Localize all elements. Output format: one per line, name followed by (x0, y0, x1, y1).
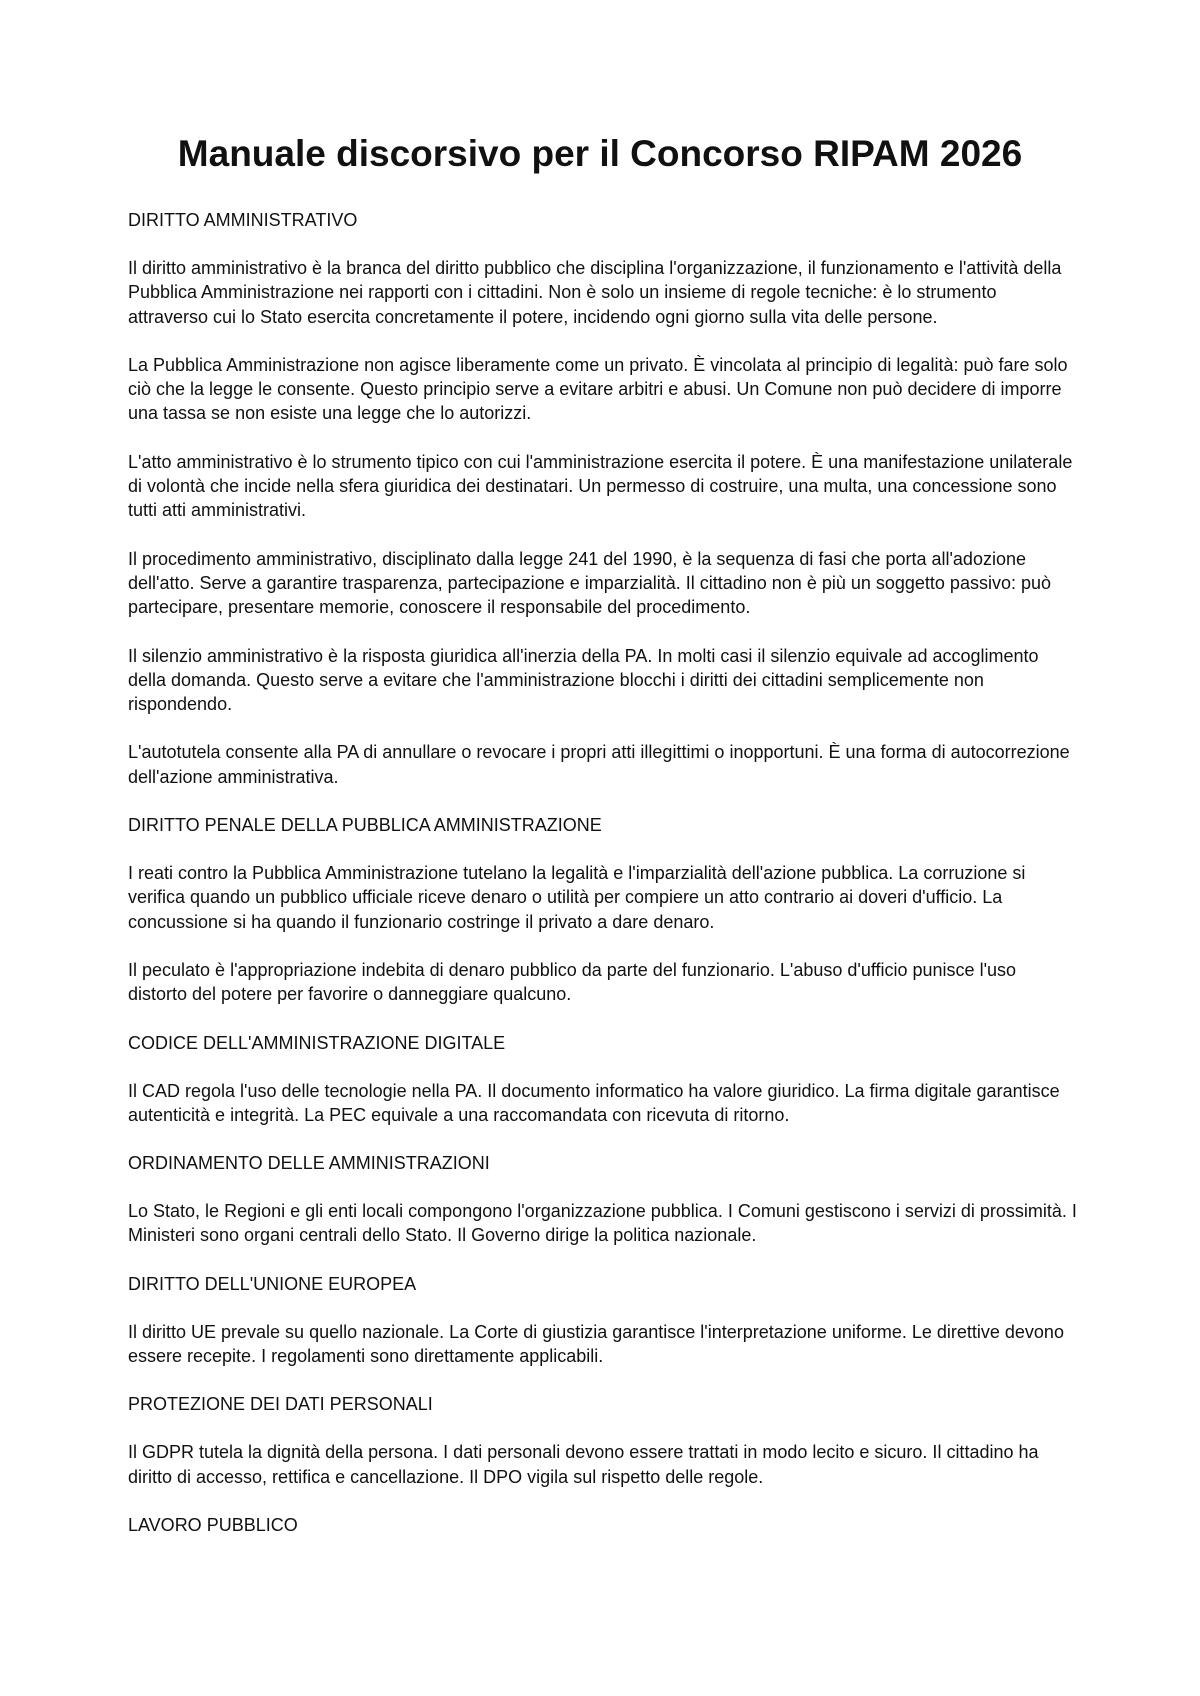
section-diritto-ue (128, 1272, 1078, 1369)
paragraph: L'atto amministrativo è lo strumento tipico con cui l'amministrazione esercita il potere. È una manifestazione unilaterale di volontà che incide nella sfera giuridica dei destinatari. Un permesso di costruire, una multa, una concessione sono tutti atti amministrativi. (128, 451, 1073, 521)
paragraph: Il diritto amministrativo è la branca del diritto pubblico che disciplina l'organizzazione, il funzionamento e l'attività della Pubblica Amministrazione nei rapporti con i cittadini. Non è solo un insieme di regole tecniche: è lo strumento attraverso cui lo Stato esercita concretamente il potere, incidendo ogni giorno sulla vita delle persone. (128, 258, 1062, 327)
paragraph: La Pubblica Amministrazione non agisce liberamente come un privato. È vincolata al principio di legalità: può fare solo ciò che la legge le consente. Questo principio serve a evitare arbitri e abusi. Un Comune non può decidere di imporre una tassa se non esiste una legge che lo autorizzi. (128, 354, 1068, 424)
section-heading: PROTEZIONE DEI DATI PERSONALI (128, 1394, 433, 1415)
section-codice-amministrazione-digitale (128, 1031, 1078, 1128)
document-title: Manuale discorsivo per il Concorso RIPAM 2026 (177, 133, 1023, 174)
section-heading: ORDINAMENTO DELLE AMMINISTRAZIONI (128, 1153, 490, 1174)
section-diritto-penale-pa (128, 813, 1078, 1006)
section-diritto-amministrativo (128, 208, 1078, 789)
section-heading: LAVORO PUBBLICO (128, 1514, 298, 1535)
section-ordinamento-amministrazioni (128, 1151, 1078, 1248)
paragraph: I reati contro la Pubblica Amministrazione tutelano la legalità e l'imparzialità dell'azione pubblica. La corruzione si verifica quando un pubblico ufficiale riceve denaro o utilità per compiere un atto contrario ai doveri d'ufficio. La concussione si ha quando il funzionario costringe il privato a dare denaro. (128, 863, 1026, 932)
document-body (128, 208, 1078, 1561)
section-heading: DIRITTO DELL'UNIONE EUROPEA (128, 1273, 417, 1294)
paragraph: Il silenzio amministrativo è la risposta giuridica all'inerzia della PA. In molti casi il silenzio equivale ad accoglimento della domanda. Questo serve a evitare che l'amministrazione blocchi i diritti dei cittadini semplicemente non rispondendo. (128, 645, 1039, 715)
paragraph: Il CAD regola l'uso delle tecnologie nella PA. Il documento informatico ha valore giuridico. La firma digitale garantisce autenticità e integrità. La PEC equivale a una raccomandata con ricevuta di ritorno. (128, 1080, 1060, 1125)
paragraph: Il peculato è l'appropriazione indebita di denaro pubblico da parte del funzionario. L'abuso d'ufficio punisce l'uso distorto del potere per favorire o danneggiare qualcuno. (128, 959, 1017, 1005)
section-protezione-dati (128, 1392, 1078, 1489)
section-heading: DIRITTO AMMINISTRATIVO (128, 210, 358, 230)
paragraph: Il procedimento amministrativo, disciplinato dalla legge 241 del 1990, è la sequenza di fasi che porta all'adozione dell'atto. Serve a garantire trasparenza, partecipazione e imparzialità. Il cittadino non è più un soggetto passivo: può partecipare, presentare memorie, conoscere il responsabile del procedimento. (128, 548, 1051, 618)
paragraph: Lo Stato, le Regioni e gli enti locali compongono l'organizzazione pubblica. I Comuni gestiscono i servizi di prossimità. I Ministeri sono organi centrali dello Stato. Il Governo dirige la politica nazionale. (128, 1201, 1077, 1246)
section-lavoro-pubblico (128, 1513, 1078, 1537)
paragraph: Il GDPR tutela la dignità della persona. I dati personali devono essere trattati in modo lecito e sicuro. Il cittadino ha diritto di accesso, rettifica e cancellazione. Il DPO vigila sul rispetto delle regole. (128, 1442, 1039, 1487)
section-heading: CODICE DELL'AMMINISTRAZIONE DIGITALE (128, 1032, 506, 1053)
paragraph: Il diritto UE prevale su quello nazionale. La Corte di giustizia garantisce l'interpretazione uniforme. Le direttive devono essere recepite. I regolamenti sono direttamente applicabili. (128, 1321, 1064, 1367)
paragraph: L'autotutela consente alla PA di annullare o revocare i propri atti illegittimi o inopportuni. È una forma di autocorrezione dell'azione amministrativa. (128, 742, 1070, 787)
section-heading: DIRITTO PENALE DELLA PUBBLICA AMMINISTRAZIONE (128, 815, 602, 836)
